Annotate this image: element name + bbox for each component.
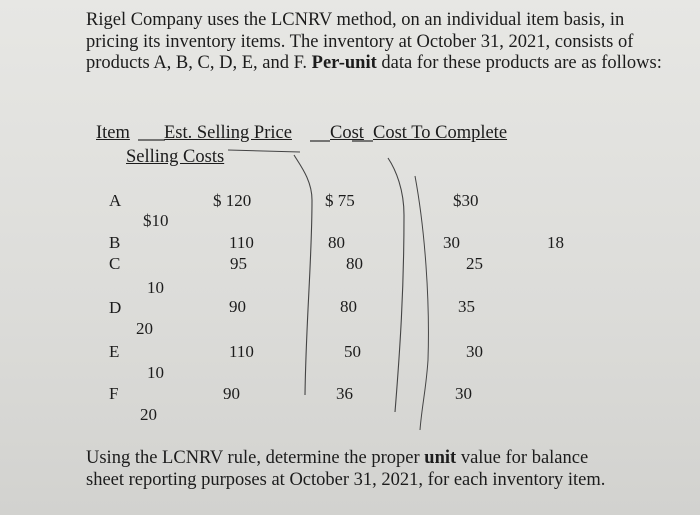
item-c: C <box>109 254 121 273</box>
intro-text-2: data for these products are as follows: <box>376 53 662 73</box>
question-paragraph <box>86 447 606 491</box>
item-a: A <box>109 191 122 210</box>
selling-cost-c: 10 <box>147 278 164 297</box>
question-bold: unit <box>424 448 457 468</box>
selling-cost-f: 20 <box>140 405 157 424</box>
question-text-2: value for balance sheet reporting purposes at October 31, 2021, for each inventory item. <box>86 448 606 490</box>
item-b: B <box>109 233 121 252</box>
item-f: F <box>109 384 119 403</box>
cost-to-complete-d: 35 <box>458 297 475 316</box>
cost-to-complete-a: $30 <box>453 191 479 210</box>
header-cost-to-complete: Cost To Complete <box>373 123 508 143</box>
cost-f: 36 <box>336 384 353 403</box>
item-d: D <box>109 298 122 317</box>
cost-to-complete-f: 30 <box>455 384 472 403</box>
header-est-selling-price: Est. Selling Price <box>164 123 292 143</box>
item-e: E <box>109 342 120 361</box>
selling-cost-d: 20 <box>136 319 153 338</box>
cost-to-complete-c: 25 <box>466 254 483 273</box>
cost-b: 80 <box>328 233 345 252</box>
cost-a: $ 75 <box>325 191 355 210</box>
header-item: Item <box>96 123 130 143</box>
price-d: 90 <box>229 297 246 316</box>
cost-c: 80 <box>346 254 363 273</box>
header-selling-costs: Selling Costs <box>126 147 225 167</box>
cost-e: 50 <box>344 342 361 361</box>
header-cost: Cost <box>330 123 364 143</box>
cost-to-complete-e: 30 <box>466 342 483 361</box>
price-b: 110 <box>229 233 254 252</box>
price-a: $ 120 <box>213 191 252 210</box>
selling-cost-a: $10 <box>143 211 169 230</box>
stray-value: 18 <box>547 233 564 252</box>
price-c: 95 <box>230 254 247 273</box>
price-f: 90 <box>223 384 240 403</box>
question-text-1: Using the LCNRV rule, determine the proper <box>86 448 425 468</box>
intro-bold: Per-unit <box>311 53 377 73</box>
cost-d: 80 <box>340 297 357 316</box>
price-e: 110 <box>229 342 254 361</box>
cost-to-complete-b: 30 <box>443 233 460 252</box>
selling-cost-e: 10 <box>147 363 164 382</box>
intro-text-1: Rigel Company uses the LCNRV method, on an individual item basis, in pricing its inventory items. The inventory at October 31, 2021, consists of products A, B, C, D, E, and F. <box>86 10 634 73</box>
